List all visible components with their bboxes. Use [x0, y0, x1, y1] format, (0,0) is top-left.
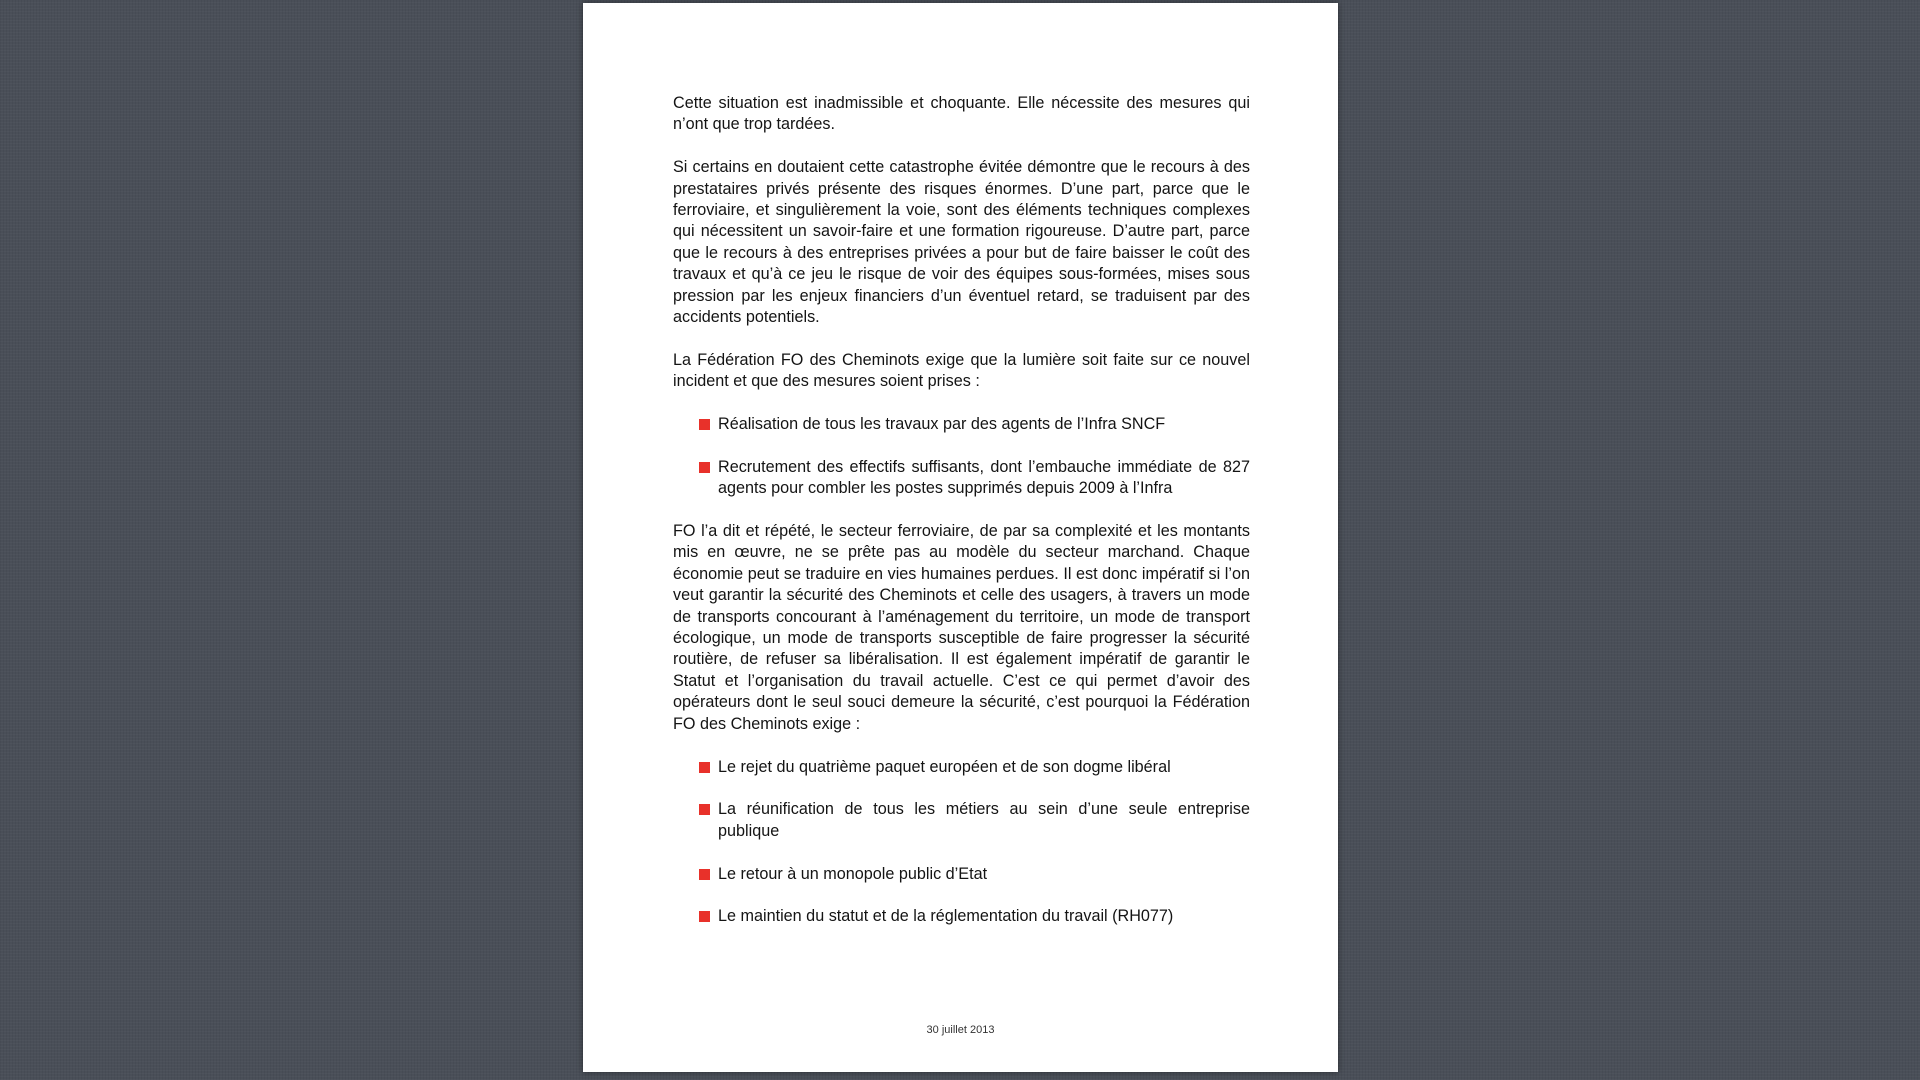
list-item-text: Le maintien du statut et de la réglementation du travail (RH077) — [718, 907, 1174, 926]
list-item — [673, 457, 1250, 500]
demands-list-1 — [673, 414, 1250, 500]
paragraph-4: FO l’a dit et répété, le secteur ferroviaire, de par sa complexité et les montants mis en œuvre, ne se prête pas au modèle du secteur marchand. Chaque économie peut se traduire en vies humaines perdues. Il est donc impératif si l’on veut garantir la sécurité des Cheminots et celle des usagers, à travers un mode de transports concourant à l’aménagement du territoire, un mode de transport écologique, un mode de transports susceptible de faire progresser la sécurité routière, de refuser sa libéralisation. Il est également impératif de garantir le Statut et l’organisation du travail actuelle. C’est ce qui permet d’avoir des opérateurs dont le seul souci demeure la sécurité, c’est pourquoi la Fédération FO des Cheminots exige : — [673, 522, 1250, 733]
red-square-bullet-icon — [699, 869, 710, 880]
list-item — [673, 906, 1250, 927]
list-item-text: Le retour à un monopole public d’Etat — [718, 864, 988, 883]
document-body — [673, 93, 1250, 949]
list-item — [673, 864, 1250, 885]
list-item — [673, 757, 1250, 778]
red-square-bullet-icon — [699, 762, 710, 773]
demands-list-2 — [673, 757, 1250, 928]
list-item-text: La réunification de tous les métiers au sein d’une seule entreprise publique — [718, 800, 1250, 840]
list-item-text: Réalisation de tous les travaux par des agents de l’Infra SNCF — [718, 415, 1166, 434]
list-item-text: Recrutement des effectifs suffisants, dont l’embauche immédiate de 827 agents pour combler les postes supprimés depuis 2009 à l’Infra — [718, 457, 1250, 498]
paragraph-3: La Fédération FO des Cheminots exige que la lumière soit faite sur ce nouvel incident et que des mesures soient prises : — [673, 350, 1250, 391]
document-page — [583, 3, 1338, 1072]
red-square-bullet-icon — [699, 804, 710, 815]
list-item-text: Le rejet du quatrième paquet européen et de son dogme libéral — [718, 757, 1171, 776]
paragraph-1: Cette situation est inadmissible et choquante. Elle nécessite des mesures qui n’ont que trop tardées. — [673, 94, 1250, 134]
red-square-bullet-icon — [699, 911, 710, 922]
paragraph-2: Si certains en doutaient cette catastrophe évitée démontre que le recours à des prestataires privés présente des risques énormes. D’une part, parce que le ferroviaire, et singulièrement la voie, sont des éléments techniques complexes qui nécessitent un savoir-faire et une formation rigoureuse. D’autre part, parce que le recours à des entreprises privées a pour but de faire baisser le coût des travaux et qu’à ce jeu le risque de voir des équipes sous-formées, mises sous pression par les enjeux financiers d’un éventuel retard, se traduisent par des accidents potentiels. — [673, 158, 1250, 327]
list-item — [673, 414, 1250, 435]
footer-date: 30 juillet 2013 — [926, 1024, 995, 1036]
list-item — [673, 799, 1250, 842]
red-square-bullet-icon — [699, 462, 710, 473]
red-square-bullet-icon — [699, 419, 710, 430]
